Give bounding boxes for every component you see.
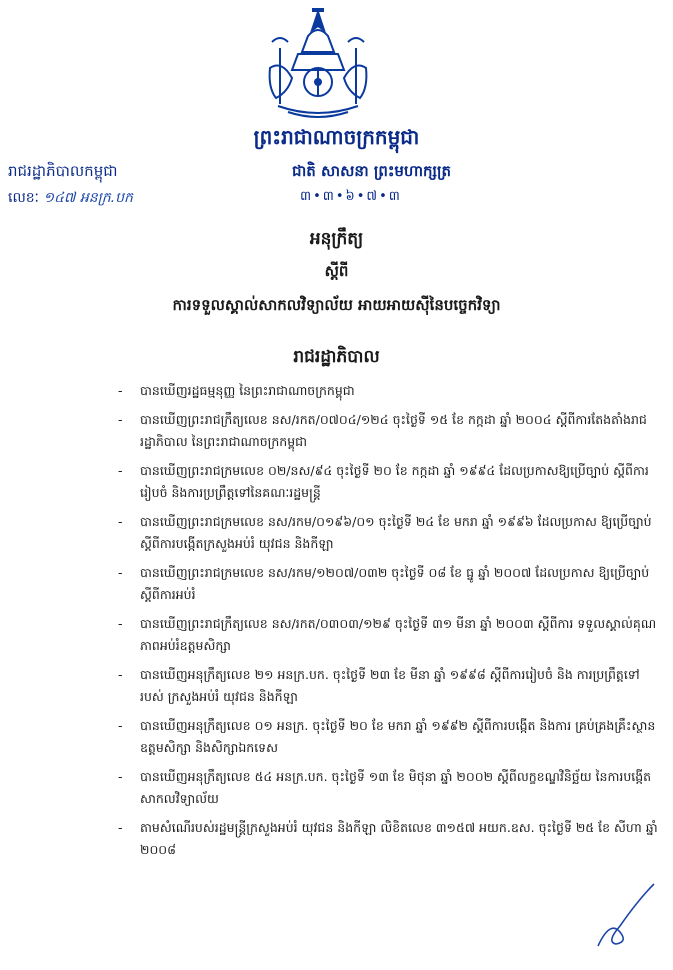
list-item: - បានឃើញព្រះរាជក្រឹត្យលេខ នស/រកត/០៣០៣/១២៩ ចុះថ្ងៃទី ៣១ មីនា ឆ្នាំ ២០០៣ ស្តីពីការ ទទួលស្គាល់គុណភាពអប់រំឧត្តមសិក្សា: [118, 616, 657, 653]
document-type: អនុក្រឹត្យ: [309, 229, 364, 249]
preamble-list: [118, 380, 658, 868]
document-subject: ការទទួលស្គាល់សាកលវិទ្យាល័យ អាយអាយស៊ីនៃបច្ចេកវិទ្យា: [172, 296, 501, 314]
issuer-heading: រាជរដ្ឋាភិបាលកម្ពុជា: [8, 162, 118, 180]
list-item: - បានឃើញអនុក្រឹត្យលេខ ៥៤ អនក្រ.បក. ចុះថ្ងៃទី ១៣ ខែ មិថុនា ឆ្នាំ ២០០២ ស្តីពីលក្ខខណ្ឌវិនិច្ឆ័យ នៃការបង្កើតសាកលវិទ្យាល័យ: [118, 769, 652, 806]
issuing-authority: រាជរដ្ឋាភិបាល: [293, 347, 380, 367]
ornament-divider: ៣•៣•៦•៧•៣: [300, 189, 402, 204]
list-item: - បានឃើញព្រះរាជក្រមលេខ នស/រកម/០១៩៦/០១ ចុះថ្ងៃទី ២៤ ខែ មករា ឆ្នាំ ១៩៩៦ ដែលប្រកាស ឱ្យប្រើច្បាប់ ស្តីពីការបង្កើតក្រសួងអប់រំ យុវជន និងកីឡា: [118, 514, 652, 551]
reference-number: [8, 188, 133, 209]
about-label: ស្តីពី: [324, 262, 349, 280]
kingdom-heading: ព្រះរាជាណាចក្រកម្ពុជា: [253, 125, 420, 149]
list-item: - បានឃើញអនុក្រឹត្យលេខ ០១ អនក្រ. ចុះថ្ងៃទី ២០ ខែ មករា ឆ្នាំ ១៩៩២ ស្តីពីការបង្កើត និងការ គ្រប់គ្រងគ្រឹះស្ថានឧត្តមសិក្សា និងសិក្សាឯកទេស: [118, 718, 656, 755]
list-item: - តាមសំណើរបស់រដ្ឋមន្ត្រីក្រសួងអប់រំ យុវជន និងកីឡា លិខិតលេខ ៣១៥៧ អយក.ឧស. ចុះថ្ងៃទី ២៥ ខែ សីហា ឆ្នាំ ២០០៨: [118, 820, 658, 857]
reference-label: លេខៈ: [8, 190, 39, 206]
list-item: - បានឃើញរដ្ឋធម្មនុញ្ញ នៃព្រះរាជាណាចក្រកម្ពុជា: [118, 383, 355, 398]
national-motto: ជាតិ សាសនា ព្រះមហាក្សត្រ: [292, 162, 451, 180]
list-item: - បានឃើញព្រះរាជក្រមលេខ នស/រកម/១២០៧/០៣២ ចុះថ្ងៃទី ០៨ ខែ ធ្នូ ឆ្នាំ ២០០៧ ដែលប្រកាស ឱ្យប្រើច្បាប់ ស្តីពីការអប់រំ: [118, 565, 650, 602]
list-item: - បានឃើញព្រះរាជក្រមលេខ ០២/នស/៩៤ ចុះថ្ងៃទី ២០ ខែ កក្កដា ឆ្នាំ ១៩៩៤ ដែលប្រកាសឱ្យប្រើច្បាប់ ស្តីពីការរៀបចំ និងការប្រព្រឹត្តទៅនៃគណៈរដ្ឋមន្ត្រី: [118, 463, 649, 500]
royal-arms-icon: [258, 8, 378, 120]
list-item: - បានឃើញព្រះរាជក្រឹត្យលេខ នស/រកត/០៧០៤/១២៤ ចុះថ្ងៃទី ១៥ ខែ កក្កដា ឆ្នាំ ២០០៤ ស្តីពីការតែងតាំងរាជរដ្ឋាភិបាល នៃព្រះរាជាណាចក្រកម្ពុជា: [118, 412, 647, 449]
list-item: - បានឃើញអនុក្រឹត្យលេខ ២១ អនក្រ.បក. ចុះថ្ងៃទី ២៣ ខែ មីនា ឆ្នាំ ១៩៩៨ ស្តីពីការរៀបចំ និង ការប្រព្រឹត្តទៅរបស់ ក្រសួងអប់រំ យុវជន និងកីឡា: [118, 667, 640, 704]
reference-value: ១៤៧ អនក្រ.បក: [43, 190, 133, 206]
initials-signature: [590, 880, 660, 950]
